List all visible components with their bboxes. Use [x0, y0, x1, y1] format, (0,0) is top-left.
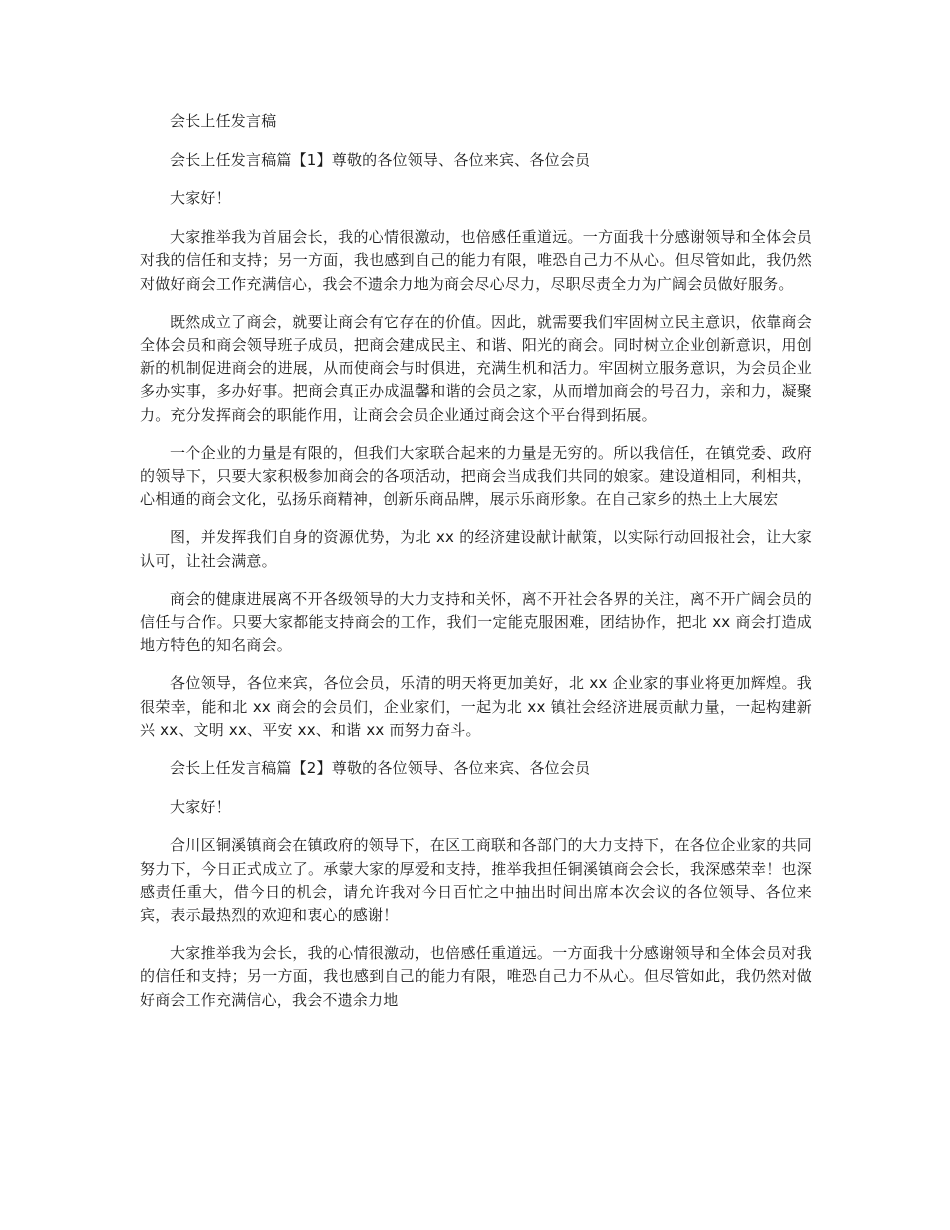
body-paragraph: 一个企业的力量是有限的，但我们大家联合起来的力量是无穷的。所以我信任，在镇党委、政府的领导下，只要大家积极参加商会的各项活动，把商会当成我们共同的娘家。建设道相同，利相共，心相通的商会文化，弘扬乐商精神，创新乐商品牌，展示乐商形象。在自己家乡的热土上大展宏	[140, 443, 812, 509]
body-paragraph: 既然成立了商会，就要让商会有它存在的价值。因此，就需要我们牢固树立民主意识，依靠商会全体会员和商会领导班子成员，把商会建成民主、和谐、阳光的商会。同时树立企业创新意识，用创新的机制促进商会的进展，从而使商会与时俱进，充满生机和活力。牢固树立服务意识，为会员企业多办实事，多办好事。把商会真正办成温馨和谐的会员之家，从而增加商会的号召力，亲和力，凝聚力。充分发挥商会的职能作用，让商会会员企业通过商会这个平台得到拓展。	[140, 312, 812, 424]
document-page	[140, 110, 812, 1027]
body-paragraph: 图，并发挥我们自身的资源优势，为北 xx 的经济建设献计献策，以实际行动回报社会，让大家认可，让社会满意。	[140, 528, 812, 570]
body-paragraph: 合川区铜溪镇商会在镇政府的领导下，在区工商联和各部门的大力支持下，在各位企业家的共同努力下，今日正式成立了。承蒙大家的厚爱和支持，推举我担任铜溪镇商会会长，我深感荣幸！也深感责任重大，借今日的机会，请允许我对今日百忙之中抽出时间出席本次会议的各位领导、各位来宾，表示最热烈的欢迎和衷心的感谢！	[140, 836, 812, 924]
body-paragraph: 大家推举我为首届会长，我的心情很激动，也倍感任重道远。一方面我十分感谢领导和全体会员对我的信任和支持；另一方面，我也感到自己的能力有限，唯恐自己力不从心。但尽管如此，我仍然对做好商会工作充满信心，我会不遗余力地为商会尽心尽力，尽职尽责全力为广阔会员做好服务。	[140, 228, 812, 293]
body-paragraph: 大家推举我为会长，我的心情很激动，也倍感任重道远。一方面我十分感谢领导和全体会员对我的信任和支持；另一方面，我也感到自己的能力有限，唯恐自己力不从心。但尽管如此，我仍然对做好商会工作充满信心，我会不遗余力地	[140, 944, 812, 1009]
section-heading-1: 会长上任发言稿篇【1】尊敬的各位领导、各位来宾、各位会员	[170, 150, 591, 169]
section-heading-2: 会长上任发言稿篇【2】尊敬的各位领导、各位来宾、各位会员	[170, 758, 591, 777]
body-paragraph: 商会的健康进展离不开各级领导的大力支持和关怀，离不开社会各界的关注，离不开广阔会员的信任与合作。只要大家都能支持商会的工作，我们一定能克服困难，团结协作，把北 xx 商会打造成地方特色的知名商会。	[140, 589, 812, 655]
body-paragraph: 各位领导，各位来宾，各位会员，乐清的明天将更加美好，北 xx 企业家的事业将更加辉煌。我很荣幸，能和北 xx 商会的会员们，企业家们，一起为北 xx 镇社会经济进展贡献力量，一起构建新兴 xx、文明 xx、平安 xx、和谐 xx 而努力奋斗。	[140, 674, 812, 739]
greeting-1: 大家好！	[170, 189, 231, 208]
greeting-2: 大家好！	[170, 797, 231, 816]
document-title: 会长上任发言稿	[170, 112, 277, 130]
